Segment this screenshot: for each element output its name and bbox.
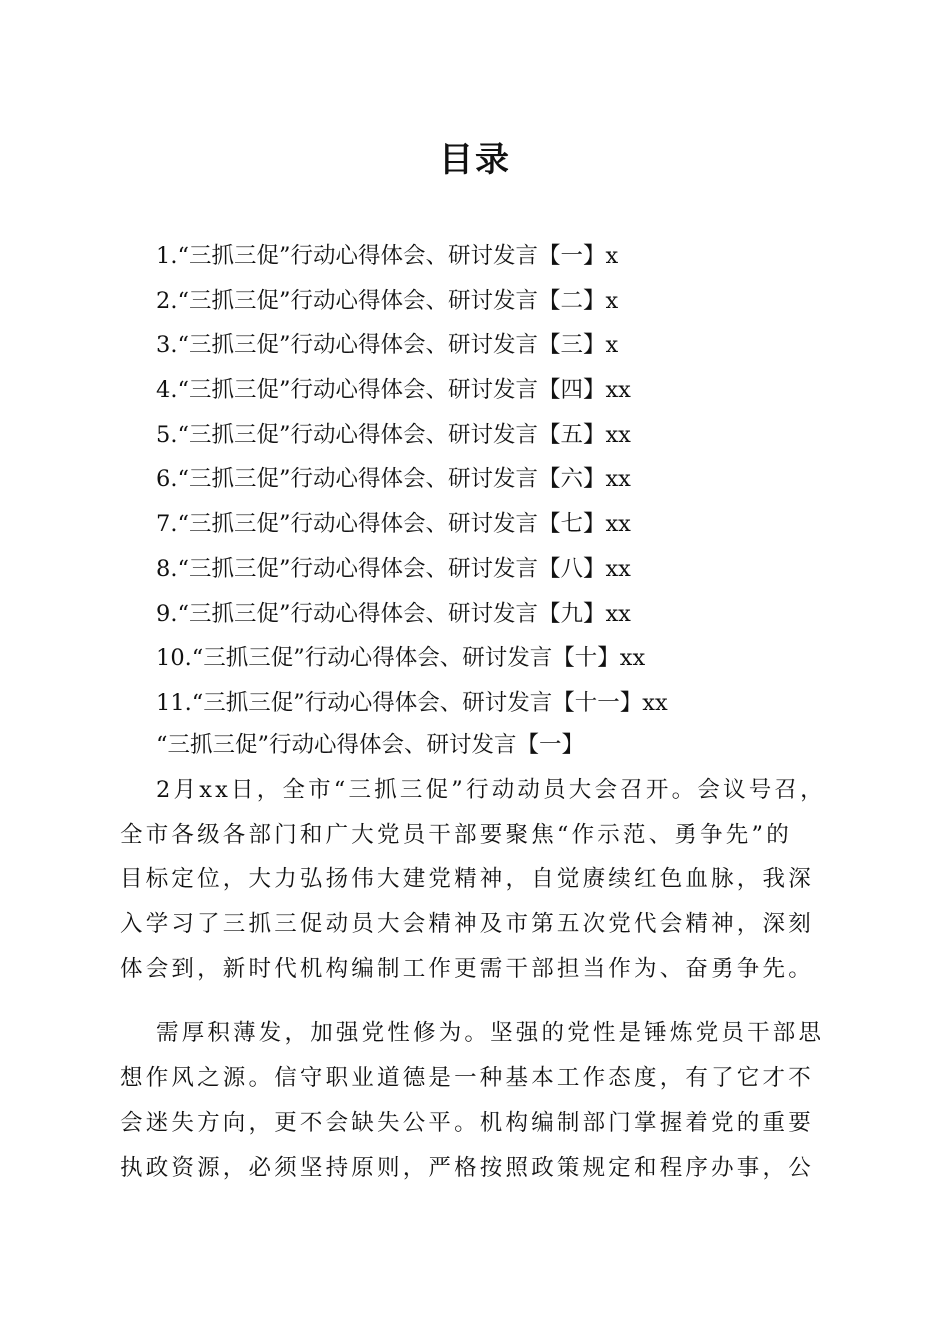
paragraph-line: 执政资源，必须坚持原则，严格按照政策规定和程序办事，公 bbox=[120, 1154, 814, 1181]
paragraph-line: 入学习了三抓三促动员大会精神及市第五次党代会精神，深刻 bbox=[120, 911, 814, 938]
paragraph-gap bbox=[120, 991, 840, 1011]
paragraph-line: 全市各级各部门和广大党员干部要聚焦“作示范、勇争先”的 bbox=[120, 821, 792, 848]
paragraph-line: 想作风之源。信守职业道德是一种基本工作态度，有了它才不 bbox=[120, 1065, 814, 1092]
toc-item: 9.“三抓三促”行动心得体会、研讨发言【九】xx bbox=[156, 600, 631, 627]
toc-item: 1.“三抓三促”行动心得体会、研讨发言【一】x bbox=[156, 243, 619, 269]
toc-item: 10.“三抓三促”行动心得体会、研讨发言【十】xx bbox=[156, 645, 646, 672]
toc-item: 6.“三抓三促”行动心得体会、研讨发言【六】xx bbox=[156, 466, 631, 493]
paragraph-line: 会迷失方向，更不会缺失公平。机构编制部门掌握着党的重要 bbox=[120, 1109, 814, 1136]
table-of-contents bbox=[156, 234, 856, 726]
toc-item: 5.“三抓三促”行动心得体会、研讨发言【五】xx bbox=[156, 421, 631, 448]
section-heading: “三抓三促”行动心得体会、研讨发言【一】 bbox=[156, 732, 585, 758]
paragraph-line: 需厚积薄发，加强党性修为。坚强的党性是锤炼党员干部思 bbox=[156, 1020, 825, 1047]
toc-item: 2.“三抓三促”行动心得体会、研讨发言【二】x bbox=[156, 287, 619, 314]
body-text bbox=[120, 768, 840, 1190]
toc-item: 8.“三抓三促”行动心得体会、研讨发言【八】xx bbox=[156, 555, 631, 582]
toc-item: 3.“三抓三促”行动心得体会、研讨发言【三】x bbox=[156, 332, 619, 359]
page-title: 目录 bbox=[439, 140, 511, 180]
paragraph-line: 2月xx日，全市“三抓三促”行动动员大会召开。会议号召， bbox=[156, 777, 826, 803]
paragraph-line: 目标定位，大力弘扬伟大建党精神，自觉赓续红色血脉，我深 bbox=[120, 866, 814, 893]
toc-item: 7.“三抓三促”行动心得体会、研讨发言【七】xx bbox=[156, 511, 631, 538]
paragraph-line: 体会到，新时代机构编制工作更需干部担当作为、奋勇争先。 bbox=[120, 955, 814, 982]
toc-item: 11.“三抓三促”行动心得体会、研讨发言【十一】xx bbox=[156, 689, 668, 716]
toc-item: 4.“三抓三促”行动心得体会、研讨发言【四】xx bbox=[156, 377, 631, 404]
